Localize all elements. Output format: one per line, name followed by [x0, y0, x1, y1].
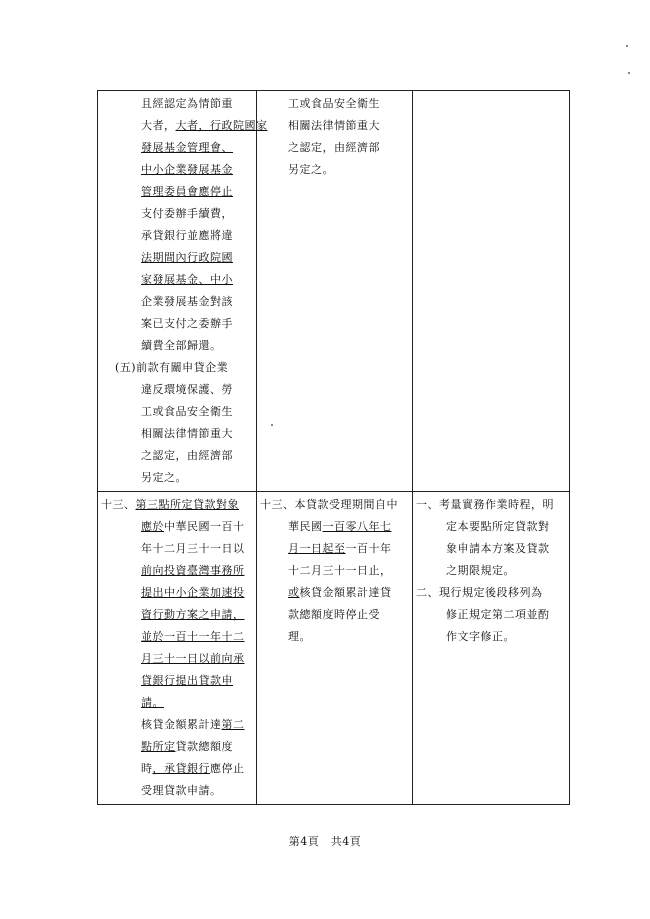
explanation-cell [413, 492, 570, 805]
text-line: 承貸銀行並應將違 [141, 229, 233, 242]
text-line: 法期間內行政院國 [141, 251, 233, 264]
text-line: 家發展基金、中小 [141, 273, 233, 286]
text-line: 之認定，由經濟部 [288, 141, 380, 154]
text-line: 十二月三十一日止， [288, 564, 392, 577]
text-line: 年十二月三十一日以 [141, 542, 245, 555]
text-line: 點所定貸款總額度 [141, 740, 233, 753]
text-line: 時，承貸銀行應停止 [141, 762, 245, 775]
text-line: 發展基金管理會、 [141, 141, 233, 154]
text-line: 中小企業發展基金 [141, 163, 233, 176]
text-line: 工或食品安全衛生 [141, 405, 233, 418]
text-line: 修正規定第二項並酌 [446, 608, 550, 621]
text-line: 違反環境保護、勞 [141, 383, 233, 396]
scan-speck [271, 424, 273, 426]
text-line: 或核貸金額累計達貸 [288, 586, 392, 599]
text-line: 十三、本貸款受理期間自中 [260, 498, 398, 511]
text-line: 請。 [141, 696, 164, 709]
table-row [98, 492, 570, 805]
comparison-table [97, 90, 570, 805]
page-footer: 第4頁 共4頁 [288, 835, 362, 848]
text-line: 受理貸款申請。 [141, 784, 222, 797]
revised-provision-cell [98, 91, 268, 492]
text-line: 提出中小企業加速投 [141, 586, 245, 599]
text-line: 資行動方案之申請， [141, 608, 245, 621]
text-line: 另定之。 [288, 163, 334, 176]
text-line: 一、考量實務作業時程，明 [416, 498, 554, 511]
text-line: 續費全部歸還。 [141, 339, 222, 352]
text-line: 應於中華民國一百十 [141, 520, 245, 533]
text-line: 理。 [288, 630, 311, 643]
table-row [98, 91, 570, 492]
text-line: 款總額度時停止受 [288, 608, 380, 621]
text-line: 之期限規定。 [446, 564, 515, 577]
text-line: 大者，大者，行政院國家 [141, 119, 268, 132]
text-line: 並於一百十一年十二 [141, 630, 245, 643]
current-provision-cell [257, 492, 413, 805]
revised-provision-cell [98, 492, 257, 805]
text-line: 之認定，由經濟部 [141, 449, 233, 462]
text-line: 定本要點所定貸款對 [446, 520, 550, 533]
text-line: 作文字修正。 [446, 630, 515, 643]
text-line: 前向投資臺灣事務所 [141, 564, 245, 577]
text-line: 月一日起至一百十年 [288, 542, 392, 555]
text-line: 案已支付之委辦手 [141, 317, 233, 330]
text-line: 管理委員會應停止 [141, 185, 233, 198]
text-line: 二、現行規定後段移列為 [416, 586, 543, 599]
text-line: (五)前款有關申貸企業 [115, 361, 229, 374]
explanation-cell [413, 91, 570, 492]
scan-speck [626, 45, 628, 47]
text-line: 相關法律情節重大 [288, 119, 380, 132]
scan-speck [628, 72, 630, 74]
text-line: 貸銀行提出貸款申 [141, 674, 233, 687]
text-line: 另定之。 [141, 471, 187, 484]
current-provision-cell [257, 91, 413, 492]
text-line: 月三十一日以前向承 [141, 652, 245, 665]
text-line: 支付委辦手續費， [141, 207, 233, 220]
text-line: 且經認定為情節重 [141, 97, 233, 110]
text-line: 工或食品安全衛生 [288, 97, 380, 110]
text-line: 華民國一百零八年七 [288, 520, 392, 533]
text-line: 十三、第三點所定貸款對象 [101, 498, 239, 511]
text-line: 核貸金額累計達第二 [141, 718, 245, 731]
text-line: 企業發展基金對該 [141, 295, 233, 308]
text-line: 象申請本方案及貸款 [446, 542, 550, 555]
text-line: 相關法律情節重大 [141, 427, 233, 440]
